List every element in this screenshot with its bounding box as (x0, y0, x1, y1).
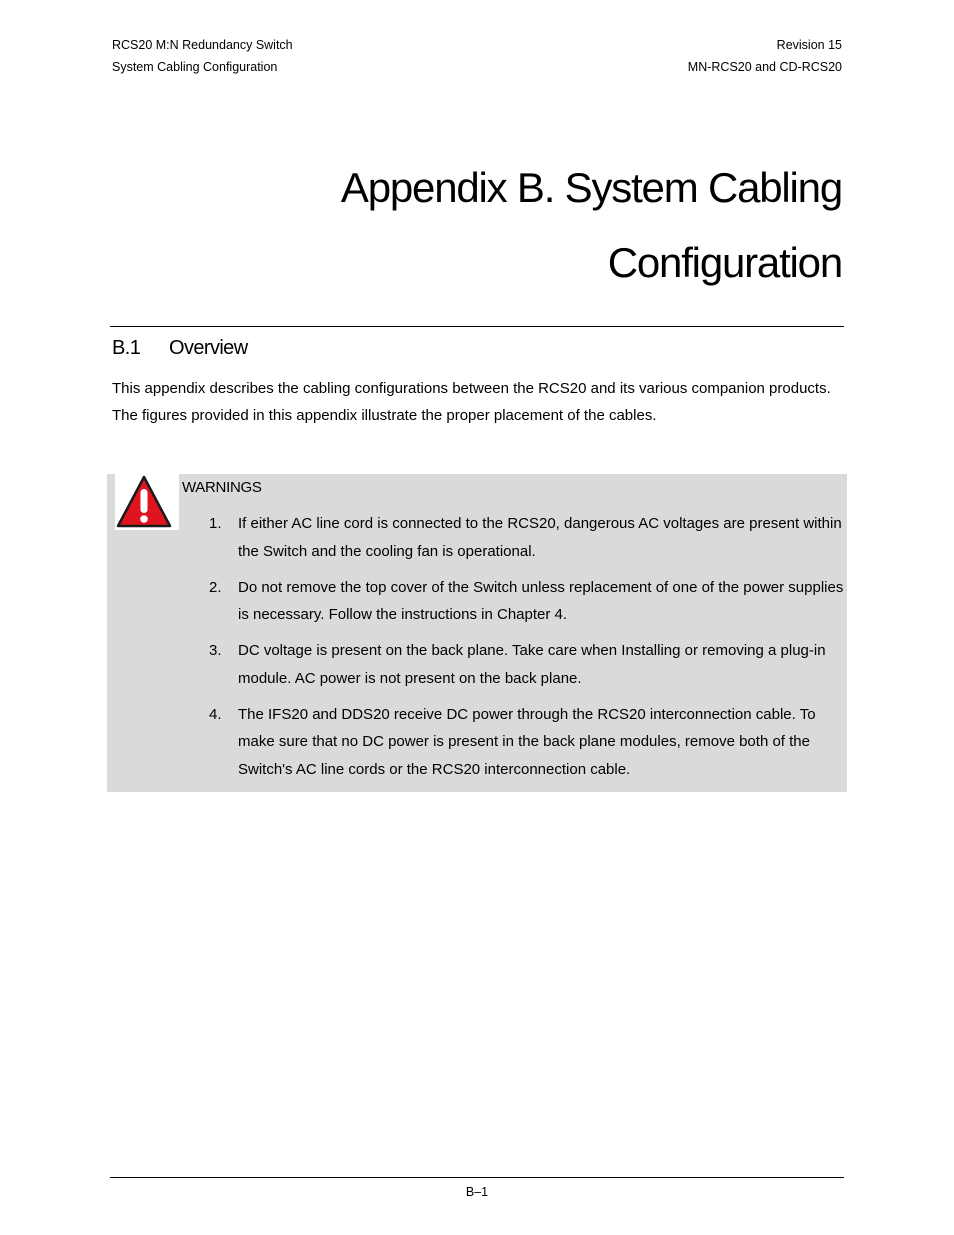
header-chapter-title: System Cabling Configuration (112, 60, 278, 74)
warning-item (209, 637, 845, 692)
section-number: B.1 (112, 337, 141, 359)
warning-item-text: DC voltage is present on the back plane. Take care when Installing or removing a plug-in module. AC power is not present on the back plane. (238, 642, 826, 687)
warning-item-number: 1. (209, 515, 222, 532)
page-number: B–1 (465, 1185, 489, 1199)
warnings-list (209, 510, 845, 792)
warnings-title: WARNINGS (182, 479, 262, 496)
warnings-box (107, 474, 847, 792)
warning-icon-frame (115, 474, 179, 530)
section-title: Overview (169, 337, 248, 359)
warning-item-number: 3. (209, 642, 222, 659)
warning-item (209, 701, 845, 784)
header-revision: Revision 15 (776, 38, 842, 52)
warning-triangle-icon (116, 475, 172, 529)
intro-paragraph: This appendix describes the cabling configurations between the RCS20 and its various companion products. The figures provided in this appendix illustrate the proper placement of the cables. (112, 380, 831, 424)
section-divider (110, 326, 844, 327)
header-document-title: RCS20 M:N Redundancy Switch (112, 38, 293, 52)
warning-item-text: The IFS20 and DDS20 receive DC power through the RCS20 interconnection cable. To make sure that no DC power is present in the back plane modules, remove both of the Switch's AC line cords or the RCS20 interconnection cable. (238, 705, 816, 778)
warning-item (209, 510, 845, 565)
header-document-number: MN-RCS20 and CD-RCS20 (687, 60, 842, 74)
warning-item-number: 2. (209, 578, 222, 596)
warning-item-number: 4. (209, 705, 222, 723)
warning-item-text: Do not remove the top cover of the Switch unless replacement of one of the power supplies is necessary. Follow the instructions in Chapter 4. (238, 578, 844, 623)
warning-item (209, 574, 845, 629)
warning-item-text: If either AC line cord is connected to the RCS20, dangerous AC voltages are present within the Switch and the cooling fan is operational. (238, 515, 842, 560)
appendix-title-line-1: Appendix B. System Cabling (340, 164, 842, 211)
appendix-title-line-2: Configuration (607, 239, 842, 286)
section-heading (112, 336, 248, 360)
footer-divider (110, 1177, 844, 1178)
